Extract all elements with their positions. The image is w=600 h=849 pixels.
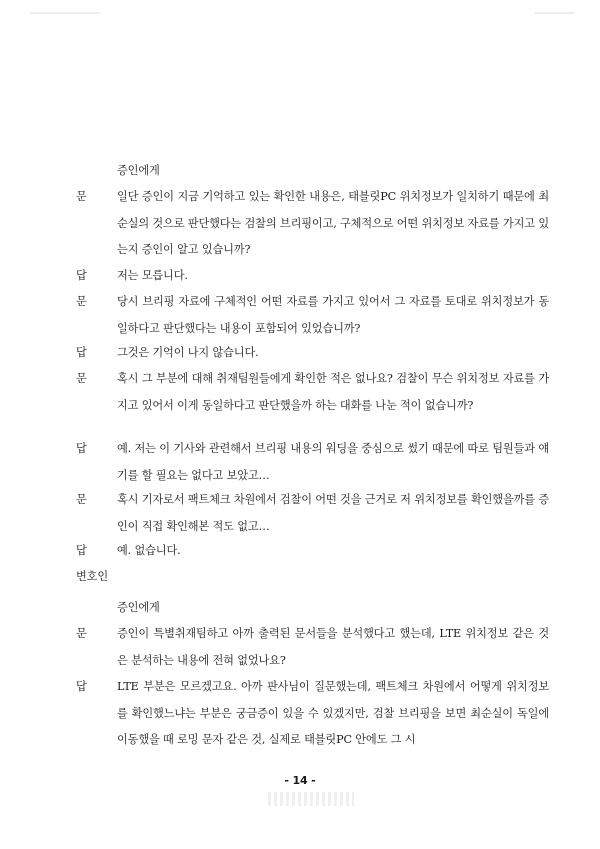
qa-text: 저는 모릅니다. xyxy=(117,269,188,282)
to-witness-heading: 증인에게 xyxy=(117,164,160,177)
scan-edge-mark xyxy=(30,12,100,14)
qa-text: 증인이 특별취재팀하고 아까 출력된 문서들을 분석했다고 했는데, LTE 위치정보 같은 것은 분석하는 내용에 전혀 없었나요? xyxy=(117,627,549,667)
scan-edge-mark xyxy=(535,12,575,14)
qa-text: 일단 증인이 지금 기억하고 있는 확인한 내용은, 태블릿PC 위치정보가 일치하기 때문에 최순실의 것으로 판단했다는 검찰의 브리핑이고, 구체적으로 어떤 위치정보 자료를 가지고 있는지 증인이 알고 있습니까? xyxy=(117,190,549,256)
qa-text: LTE 부분은 모르겠고요. 아까 판사님이 질문했는데, 팩트체크 차원에서 어떻게 위치정보를 확인했느냐는 부분은 궁금증이 있을 수 있겠지만, 검찰 브리핑을 보면 최순실이 독일에 이동했을 때 로밍 문자 같은 것, 실제로 태블릿PC 안에도 그 시 xyxy=(117,680,549,746)
qa-label: 문 xyxy=(76,493,87,506)
speaker-label: 변호인 xyxy=(76,570,108,583)
qa-text: 예. 저는 이 기사와 관련해서 브리핑 내용의 워딩을 중심으로 썼기 때문에 따로 팀원들과 얘기를 할 필요는 없다고 보았고… xyxy=(117,442,549,482)
qa-label: 문 xyxy=(76,372,87,385)
qa-label: 문 xyxy=(76,190,87,203)
qa-text: 혹시 그 부분에 대해 취재팀원들에게 확인한 적은 없나요? 검찰이 무슨 위치정보 자료를 가지고 있어서 이게 동일하다고 판단했을까 하는 대화를 나눈 적이 없습니까? xyxy=(117,372,549,412)
qa-label: 답 xyxy=(76,680,87,693)
qa-label: 답 xyxy=(76,544,87,557)
page-number: - 14 - xyxy=(284,774,316,787)
qa-label: 답 xyxy=(76,442,87,455)
qa-text: 그것은 기억이 나지 않습니다. xyxy=(117,346,259,359)
qa-text: 당시 브리핑 자료에 구체적인 어떤 자료를 가지고 있어서 그 자료를 토대로 위치정보가 동일하다고 판단했다는 내용이 포함되어 있었습니까? xyxy=(117,295,549,335)
scan-mark xyxy=(268,792,354,806)
to-witness-heading: 증인에게 xyxy=(117,601,160,614)
qa-text: 예. 없습니다. xyxy=(117,544,181,557)
qa-label: 답 xyxy=(76,269,87,282)
qa-label: 문 xyxy=(76,627,87,640)
qa-label: 답 xyxy=(76,346,87,359)
qa-label: 문 xyxy=(76,295,87,308)
qa-text: 혹시 기자로서 팩트체크 차원에서 검찰이 어떤 것을 근거로 저 위치정보를 확인했을까를 증인이 직접 확인해본 적도 없고… xyxy=(117,493,549,533)
